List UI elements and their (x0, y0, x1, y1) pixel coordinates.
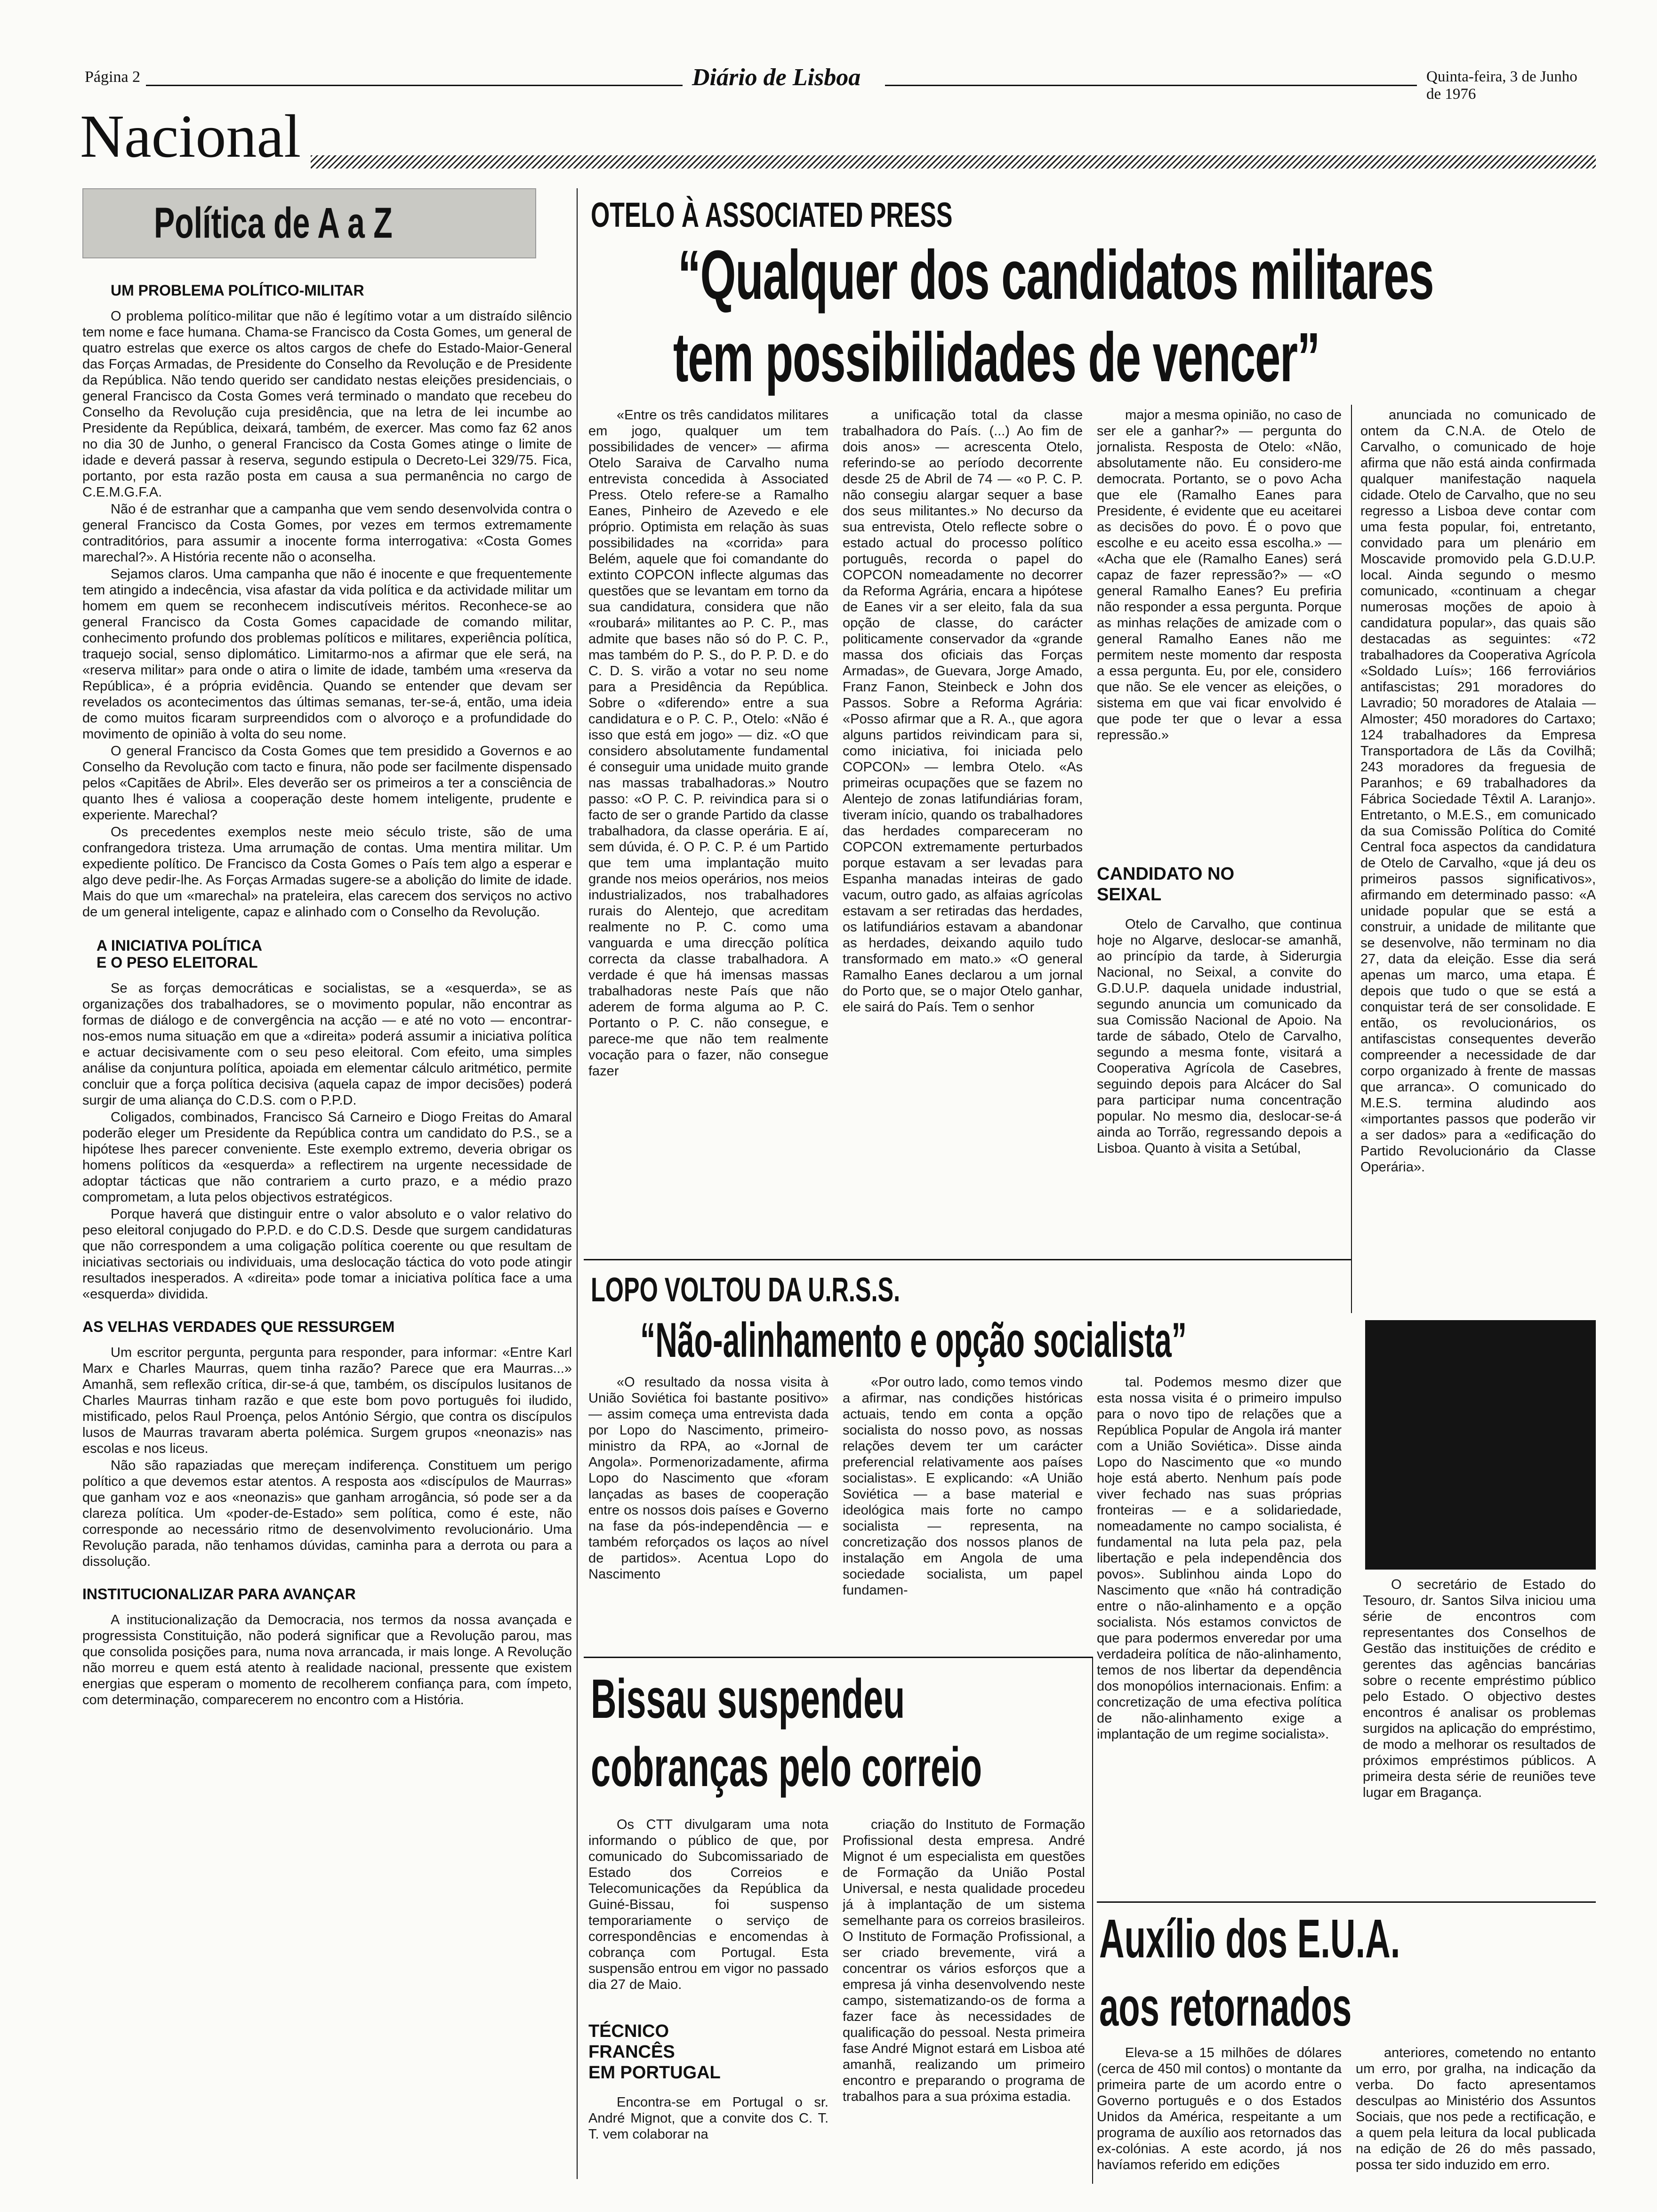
auxilio-headline-line2: aos retornados (1099, 1976, 1352, 2037)
politica-s1-body (82, 308, 572, 920)
issue-date: Quinta-feira, 3 de Junho de 1976 (1426, 68, 1577, 103)
paragraph: Não é de estranhar que a campanha que vem sendo desenvolvida contra o general Francisco da Costa Gomes, por vezes em termos extremamente contraditórios, para assumir a inocente forma interrogativa: «Costa Gomes marechal?». A História recente não o aconselha. (82, 502, 572, 565)
bissau-subhead-line3: EM PORTUGAL (588, 2063, 721, 2083)
auxilio-col1 (1097, 2045, 1342, 2186)
section-title: Nacional (80, 103, 301, 170)
story-divider (584, 1259, 1351, 1260)
politica-s4-body (82, 1612, 572, 1708)
paragraph: Os CTT divulgaram uma nota informando o público de que, por comunicado do Subcomissariado de Estado dos Correios e Telecomunicações da República da Guiné-Bissau, foi suspenso temporariamente o serviço de correspondências e encomendas à cobrança com Portugal. Esta suspensão entrou em vigor no passado dia 27 de Maio. (588, 1817, 828, 1992)
politica-header-box (82, 188, 536, 258)
paragraph: Um escritor pergunta, pergunta para responder, para informar: «Entre Karl Marx e Charles Maurras, quem tinha razão? Parece que era Maurras...» Amanhã, sem reflexão crítica, dir-se-á que, também, os discípulos lusitanos de Charles Maurras tinham razão e que este bom povo português foi iludido, mistificado, pelos Raul Proença, pelos António Sérgio, que contra os discípulos lusos de Maurras travaram aberta polémica. Surgem grupos «neonazis» nas escolas e nos liceus. (82, 1345, 572, 1456)
bissau-subhead (588, 2021, 828, 2083)
paragraph: O problema político-militar que não é legítimo votar a um distraído silêncio tem nome e face humana. Chama-se Francisco da Costa Gomes, um general de quatro estrelas que exerce os altos cargos de chefe do Estado-Maior-General das Forças Armadas, de Presidente do Conselho da Revolução e de Presidente da República. Não tendo querido ser candidato nestas eleições presidenciais, o general Francisco da Costa Gomes verá terminado o mandato que recebeu do Conselho da Revolução cuja presidência, que na letra de lei incumbe ao Presidente da República, deixará, também, de exercer. Mas como faz 62 anos no dia 30 de Junho, o general Francisco da Costa Gomes atinge o limite de idade e deverá passar à reserva, segundo estipula o Decreto-Lei 329/75. Fica, portanto, por esta razão posta em causa a sua permanência no cargo de C.E.M.G.F.A. (82, 309, 572, 500)
lopo-col1 (588, 1374, 828, 1652)
paragraph: «O resultado da nossa visita à União Soviética foi bastante positivo» — assim começa uma entrevista dada por Lopo do Nascimento, primeiro-ministro da RPA, ao «Jornal de Angola». Pormenorizadamente, afirma Lopo do Nascimento que «foram lançadas as bases de cooperação entre os nossos dois países e Governo na fase da pós-independência — e também reforçados os laços ao nível de partidos». Acentua Lopo do Nascimento (588, 1375, 828, 1582)
otelo-col4 (1360, 407, 1596, 1311)
politica-s2-title-line2: E O PESO ELEITORAL (97, 954, 258, 971)
bissau-subhead-line1: TÉCNICO (588, 2021, 669, 2041)
lopo-col3 (1097, 1374, 1342, 1892)
otelo-col3b-text (1097, 916, 1342, 1250)
politica-s3-title: AS VELHAS VERDADES QUE RESSURGEM (82, 1318, 395, 1335)
lopo-kicker: LOPO VOLTOU DA U.R.S.S. (591, 1271, 901, 1309)
paragraph: Coligados, combinados, Francisco Sá Carneiro e Diogo Freitas do Amaral poderão eleger um Presidente da República contra um candidato do P.S., se a hipótese lhes parecer conveniente. Este exemplo extremo, deveria obrigar os homens políticos da «esquerda» a reflectirem na urgente necessidade de adoptar tácticas que não contrariem a curto prazo, e a médio prazo comprometam, a luta pelos objectivos estratégicos. (82, 1110, 572, 1205)
column-rule (1092, 1657, 1093, 2184)
story-divider (584, 1657, 1092, 1658)
bissau-headline-line2: cobranças pelo correio (591, 1736, 982, 1798)
paragraph: O secretário de Estado do Tesouro, dr. Santos Silva iniciou uma série de encontros com representantes dos Conselhos de Gestão das instituições de crédito e gerentes das agências bancárias sobre o recente empréstimo público pelo Estado. O objectivo destes encontros é analisar os problemas surgidos na aplicação do empréstimo, de modo a melhorar os resultados de próximos empréstimos públicos. A primeira desta série de reuniões teve lugar em Bragança. (1363, 1577, 1596, 1800)
otelo-col1 (588, 407, 828, 1250)
otelo-col2 (843, 407, 1083, 1250)
paragraph: Se as forças democráticas e socialistas, se a «esquerda», se as organizações dos trabalhadores, se o movimento popular, não encontrar as formas de diálogo e de convergência na acção — e até no voto — encontrar-nos-emos numa situação em que a «direita» poderá assumir a iniciativa política e actuar decisivamente com o seu peso eleitoral. Com efeito, uma simples análise da conjuntura política, apoiada em elementar cálculo aritmético, permite concluir que a força política decisiva (aquela capaz de impor decisões) poderá surgir de uma aliança do C.D.S. com o P.P.D. (82, 981, 572, 1108)
paragraph: Eleva-se a 15 milhões de dólares (cerca de 450 mil contos) o montante da primeira parte de um acordo entre o Governo português e o dos Estados Unidos da América, respeitante a um programa de auxílio aos retornados das ex-colónias. A este acordo, já nos havíamos referido em edições (1097, 2045, 1342, 2172)
news-photo (1365, 1320, 1596, 1570)
otelo-headline-line2: tem possibilidades de vencer” (673, 319, 1320, 396)
column-rule (1351, 405, 1352, 1313)
paragraph: anteriores, cometendo no entanto um erro, por gralha, na indicação da verba. Do facto apresentamos desculpas ao Ministério dos Assuntos Sociais, que nos pede a rectificação, e a quem pela leitura da local publicada na edição de 26 do mês passado, possa ter sido induzido em erro. (1356, 2045, 1596, 2172)
politica-s2-body (82, 980, 572, 1302)
bissau-headline-line1: Bissau suspendeu (591, 1668, 905, 1730)
politica-s1-title: UM PROBLEMA POLÍTICO-MILITAR (111, 282, 364, 299)
paragraph: tal. Podemos mesmo dizer que esta nossa visita é o primeiro impulso para o novo tipo de relações que a República Popular de Angola irá manter com a União Soviética». Disse ainda Lopo do Nascimento que «o mundo hoje está aberto. Nenhum país pode viver fechado nas suas próprias fronteiras — e a solidariedade, nomeadamente no campo socialista, é fundamental na luta pela paz, pela libertação e pela independência dos povos». Sublinhou ainda Lopo do Nascimento que «não há contradição entre o não-alinhamento e a opção socialista. Nós estamos convictos de que para podermos enveredar por uma verdadeira política de não-alinhamento, temos de nos libertar da dependência dos monopólios internacionais. Enfim: a concretização de uma efectiva política de não-alinhamento exige a implantação de um regime socialista». (1097, 1375, 1342, 1742)
bissau-subhead-line2: FRANCÊS (588, 2042, 675, 2062)
politica-header: Política de A a Z (154, 199, 393, 247)
paragraph: Os precedentes exemplos neste meio século triste, são de uma confrangedora tristeza. Uma arrumação de contas. Uma mentira militar. Um expediente político. De Francisco da Costa Gomes o País tem algo a esperar e algo deve pedir-lhe. As Forças Armadas sugere-se a abolição do limite de idade. Mais do que um «marechal» na prateleira, elas carecem dos serviços no activo de um general inteligente, capaz e alinhado com o Conselho da Revolução. (82, 825, 572, 920)
paragraph: Otelo de Carvalho, que continua hoje no Algarve, deslocar-se amanhã, ao princípio da tarde, à Siderurgia Nacional, no Seixal, a convite do G.D.U.P. daquela unidade industrial, segundo anuncia um comunicado da sua Comissão Nacional de Apoio. Na tarde de sábado, Otelo de Carvalho, segundo a mesma fonte, visitará a Cooperativa Agrícola de Casebres, seguindo depois para Alcácer do Sal para participar numa concentração popular. No mesmo dia, deslocar-se-á ainda ao Torrão, regressando depois a Lisboa. Quanto à visita a Setúbal, (1097, 917, 1342, 1156)
bissau-col1 (588, 1817, 828, 2184)
bissau-col2 (843, 1817, 1085, 2184)
column-rule (577, 188, 578, 2179)
newspaper-title: Diário de Lisboa (692, 64, 861, 91)
paragraph: «Entre os três candidatos militares em jogo, qualquer um tem possibilidades de vencer» — afirma Otelo Saraiva de Carvalho numa entrevista concedida à Associated Press. Otelo refere-se a Ramalho Eanes, Pinheiro de Azevedo e ele próprio. Optimista em relação às suas possibilidades na «corrida» para Belém, aquele que foi comandante do extinto COPCON inflecte algumas das questões que se levantam em torno da sua candidatura, considera que não «roubará» militantes ao P. C. P., mas admite que bases não só do P. C. P., mas também do P. S., do P. P. D. e do C. D. S. virão a votar no seu nome para a Presidência da República. Sobre o «diferendo» entre a sua candidatura e o P. C. P., Otelo: «Não é isso que está em jogo» — diz. «O que considero absolutamente fundamental é conseguir uma unidade muito grande nas massas trabalhadoras.» Noutro passo: «O P. C. P. reivindica para si o facto de ser o grande Partido da classe trabalhadora, da classe operária. E aí, sem dúvida, é. O P. C. P. é um Partido que tem uma implantação muito grande nos meios operários, nos meios industrializados, nos trabalhadores rurais do Alentejo, que acreditam realmente no P. C. como uma vanguarda e uma direcção política correcta da classe trabalhadora. A verdade é que há imensas massas trabalhadoras neste País que não aderem de forma alguma ao P. C. Portanto o P. C. não consegue, e parece-me que não tem realmente vocação para o fazer, não consegue fazer (588, 408, 828, 1079)
paragraph: anunciada no comunicado de ontem da C.N.A. de Otelo de Carvalho, o comunicado de hoje afirma que não está ainda confirmada qualquer manifestação naquela cidade. Otelo de Carvalho, que no seu regresso a Lisboa deve contar com uma festa popular, foi, entretanto, convidado para um plenário em Moscavide promovido pela G.D.U.P. local. Ainda segundo o mesmo comunicado, «continuam a chegar numerosas moções de apoio à candidatura popular», das quais são destacadas as seguintes: «72 trabalhadores da Cooperativa Agrícola «Soldado Luís»; 166 ferroviários antifascistas; 291 moradores do Lavradio; 50 moradores de Atalaia — Almoster; 450 moradores do Cartaxo; 124 trabalhadores da Empresa Transportadora de Lãs da Covilhã; 243 moradores da freguesia de Paranhos; e 69 trabalhadores da Fábrica Sociedade Têxtil A. Laranjo». Entretanto, o M.E.S., em comunicado da sua Comissão Política do Comité Central foca aspectos da candidatura de Otelo de Carvalho, «que já deu os primeiros passos significativos», afirmando em determinado passo: «A unidade popular que se está a construir, a unidade de militante que se desenvolve, não terminam no dia 27, data da eleição. Esse dia será apenas um marco, uma etapa. É depois que tudo o que se está a conquistar terá de ser consolidade. E então, os revolucionários, os antifascistas consequentes deverão compreender a necessidade de dar corpo organizado à frente de massas que arranca». O comunicado do M.E.S. termina aludindo aos «importantes passos que poderão vir a ser dados» para a «edificação do Partido Revolucionário da Classe Operária». (1360, 408, 1596, 1175)
otelo-col3-text (1097, 407, 1342, 850)
otelo-kicker: OTELO À ASSOCIATED PRESS (591, 195, 953, 234)
politica-s2-title (97, 937, 572, 971)
masthead-rule-left (146, 85, 683, 86)
paragraph: A institucionalização da Democracia, nos termos da nossa avançada e progressista Constituição, não poderá significar que a Revolução parou, mas que consolida posições para, numa nova arrancada, ir mais longe. A Revolução não morreu e quem está atento à realidade nacional, pressente que existem energias que esperam o momento de recolherem confiança para, com ímpeto, com determinação, comparecerem no encontro com a História. (82, 1612, 572, 1707)
otelo-subhead: CANDIDATO NO SEIXAL (1097, 864, 1235, 905)
politica-s4-title: INSTITUCIONALIZAR PARA AVANÇAR (82, 1586, 356, 1603)
photo-caption (1363, 1577, 1596, 1906)
politica-s2-title-line1: A INICIATIVA POLÍTICA (97, 937, 262, 954)
masthead-rule-right (885, 85, 1417, 86)
masthead (85, 64, 1591, 103)
lopo-headline: “Não-alinhamento e opção socialista” (640, 1313, 1187, 1368)
paragraph: Porque haverá que distinguir entre o valor absoluto e o valor relativo do peso eleitoral conjugado do P.P.D. e do C.D.S. Desde que surgem candidaturas que não correspondem a uma coligação política coerente ou que resultam de iniciativas sectoriais ou individuais, uma deslocação táctica do voto pode atingir resultados inesperados. A «direita» pode tomar a iniciativa política face a uma «esquerda» dividida. (82, 1207, 572, 1302)
bissau-col1-text (588, 1817, 828, 1993)
otelo-headline-line1: “Qualquer dos candidatos militares (678, 236, 1434, 314)
otelo-col3 (1097, 407, 1342, 1250)
auxilio-col2 (1356, 2045, 1596, 2186)
paragraph: criação do Instituto de Formação Profissional desta empresa. André Mignot é um especialista em questões de Formação da União Postal Universal, e nesta qualidade procedeu já à implantação de um sistema semelhante para os correios brasileiros. O Instituto de Formação Profissional, a ser criado brevemente, virá a concentrar os vários esforços que a empresa já vinha desenvolvendo neste campo, sistematizando-os de forma a fazer face às necessidades de qualificação do pessoal. Nesta primeira fase André Mignot estará em Lisboa até amanhã, realizando um primeiro encontro e preparando o programa de trabalhos para a sua próxima estadia. (843, 1817, 1085, 2104)
story-divider (1097, 1901, 1596, 1903)
paragraph: Encontra-se em Portugal o sr. André Mignot, que a convite dos C. T. T. vem colaborar na (588, 2095, 828, 2142)
politica-column (82, 275, 572, 2186)
lopo-col2 (843, 1374, 1083, 1652)
section-hatch (311, 155, 1596, 168)
auxilio-headline-line1: Auxílio dos E.U.A. (1099, 1908, 1400, 1969)
paragraph: Não são rapaziadas que mereçam indiferença. Constituem um perigo político a que devemos estar atentos. A resposta aos «discípulos de Maurras» que ganham voz e aos «neonazis» que ganham arrogância, só pode ser a da clareza política. Um «poder-de-Estado» sem política, como é este, não corresponde ao necessário ritmo de desenvolvimento revolucionário. Uma Revolução parada, não tenhamos dúvidas, caminha para a derrota ou para a dissolução. (82, 1458, 572, 1569)
politica-s3-body (82, 1345, 572, 1570)
paragraph: O general Francisco da Costa Gomes que tem presidido a Governos e ao Conselho da Revolução com tacto e finura, não pode ser facilmente dispensado pelos «Capitães de Abril». Eles deverão ser os primeiros a ter a consciência de quanto lhes é valiosa a cooperação deste homem inteligente, prudente e experiente. Marechal? (82, 744, 572, 823)
paragraph: major a mesma opinião, no caso de ser ele a ganhar?» — pergunta do jornalista. Resposta de Otelo: «Não, absolutamente não. Eu considero-me democrata. Portanto, se o povo Acha que ele (Ramalho Eanes para Presidente, é evidente que eu aceitarei as decisões do povo. É o povo que escolhe e eu aceito essa escolha.» — «Acha que ele (Ramalho Eanes) será capaz de fazer repressão?» — «O general Ramalho Eanes? Eu prefiria não responder a essa pergunta. Porque as minhas relações de amizade com o general Ramalho Eanes não me permitem neste momento dar resposta a essa pergunta. Eu, por ele, considero que não. Se ele vencer as eleições, o sistema em que vai ficar envolvido é que pode ter que o levar a essa repressão.» (1097, 408, 1342, 743)
bissau-col1b-text (588, 2094, 828, 2142)
paragraph: a unificação total da classe trabalhadora do País. (...) Ao fim de dois anos» — acrescenta Otelo, referindo-se ao período decorrente desde 25 de Abril de 74 — «o P. C. P. não consegiu alargar sequer a base dos seus militantes.» No decurso da sua entrevista, Otelo reflecte sobre o estado actual do processo político português, recorda o papel do COPCON nomeadamente no decorrer da Reforma Agrária, encara a hipótese de Eanes vir a ser eleito, fala da sua opção de classe, do carácter politicamente conservador da «grande massa dos oficiais das Forças Armadas», de Guevara, Jorge Amado, Franz Fanon, Steinbeck e John dos Passos. Sobre a Reforma Agrária: «Posso afirmar que a R. A., que agora alguns partidos reivindicam para si, como iniciativa, foi iniciada pelo COPCON» — lembra Otelo. «As primeiras ocupações que se fazem no Alentejo de zonas latifundiárias foram, tiveram início, quando os trabalhadores das herdades compareceram no COPCON extremamente perturbados porque estavam a ser levadas para Espanha manadas inteiras de gado vacum, outro gado, as alfaias agrícolas estavam a ser retiradas das herdades, os latifundiários estavam a abandonar as herdades, deixando aquilo tudo transformado em mato.» «O general Ramalho Eanes declarou a um jornal do Porto que, se o major Otelo ganhar, ele sairá do País. Tem o senhor (843, 408, 1083, 1015)
paragraph: Sejamos claros. Uma campanha que não é inocente e que frequentemente tem atingido a indecência, visa afastar da vida política e da actividade militar um homem em quem se reconhecem indiscutíveis méritos. Reconhece-se ao general Francisco da Costa Gomes capacidade de comando militar, conhecimento profundo dos problemas políticos e militares, experiência política, traquejo social, senso diplomático. Limitarmo-nos a afirmar que ele será, na «reserva militar» para onde o atira o limite de idade, também uma «reserva da República», é a própria evidência. Quando se entender que devam ser revelados os acontecimentos das últimas semanas, ter-se-á, então, uma ideia de como muitos ficaram surpreendidos com o alvoroço e a profundidade do movimento de opinião à volta do seu nome. (82, 567, 572, 742)
page-number: Página 2 (85, 68, 141, 86)
paragraph: «Por outro lado, como temos vindo a afirmar, nas condições históricas actuais, tendo em conta a opção socialista do nosso povo, as nossas relações devem ter um carácter preferencial relativamente aos países socialistas». E explicando: «A União Soviética — a base material e ideológica mais forte no campo socialista — representa, na concretização dos nossos planos de instalação em Angola de uma sociedade socialista, um papel fundamen- (843, 1375, 1083, 1598)
